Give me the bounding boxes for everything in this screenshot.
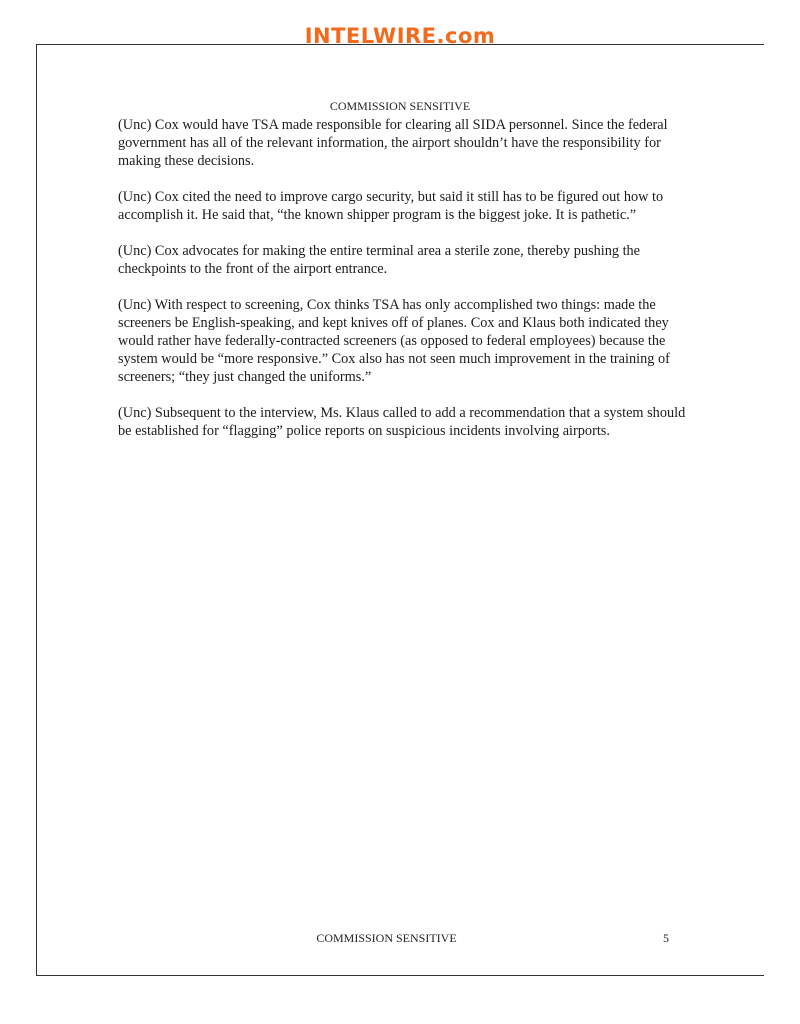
paragraph-sida-clearance: (Unc) Cox would have TSA made responsible for clearing all SIDA personnel. Since the federal government has all of the relevant information, the airport shouldn’t have the responsibility for making these decisions. [118,117,668,169]
paragraph-flagging-reports: (Unc) Subsequent to the interview, Ms. Klaus called to add a recommendation that a system should be established for “flagging” police reports on suspicious incidents involving airports. [118,405,686,439]
page-number: 5 [663,931,669,945]
classification-footer: COMMISSION SENSITIVE [316,931,457,945]
paragraph-screening: (Unc) With respect to screening, Cox thinks TSA has only accomplished two things: made the screeners be English-speaking, and kept knives off of planes. Cox and Klaus both indicated they would rather have federally-contracted screeners (as opposed to federal employees) because the system would be “more responsive.” Cox also has not seen much improvement in the training of screeners; “they just changed the uniforms.” [118,297,670,385]
paragraph-cargo-security: (Unc) Cox cited the need to improve cargo security, but said it still has to be figured out how to accomplish it. He said that, “the known shipper program is the biggest joke. It is pathetic.” [118,189,664,223]
paragraph-sterile-zone: (Unc) Cox advocates for making the entire terminal area a sterile zone, thereby pushing the checkpoints to the front of the airport entrance. [118,243,641,277]
site-watermark: INTELWIRE.com [304,24,496,48]
classification-header: COMMISSION SENSITIVE [329,99,471,113]
document-body [118,116,688,458]
